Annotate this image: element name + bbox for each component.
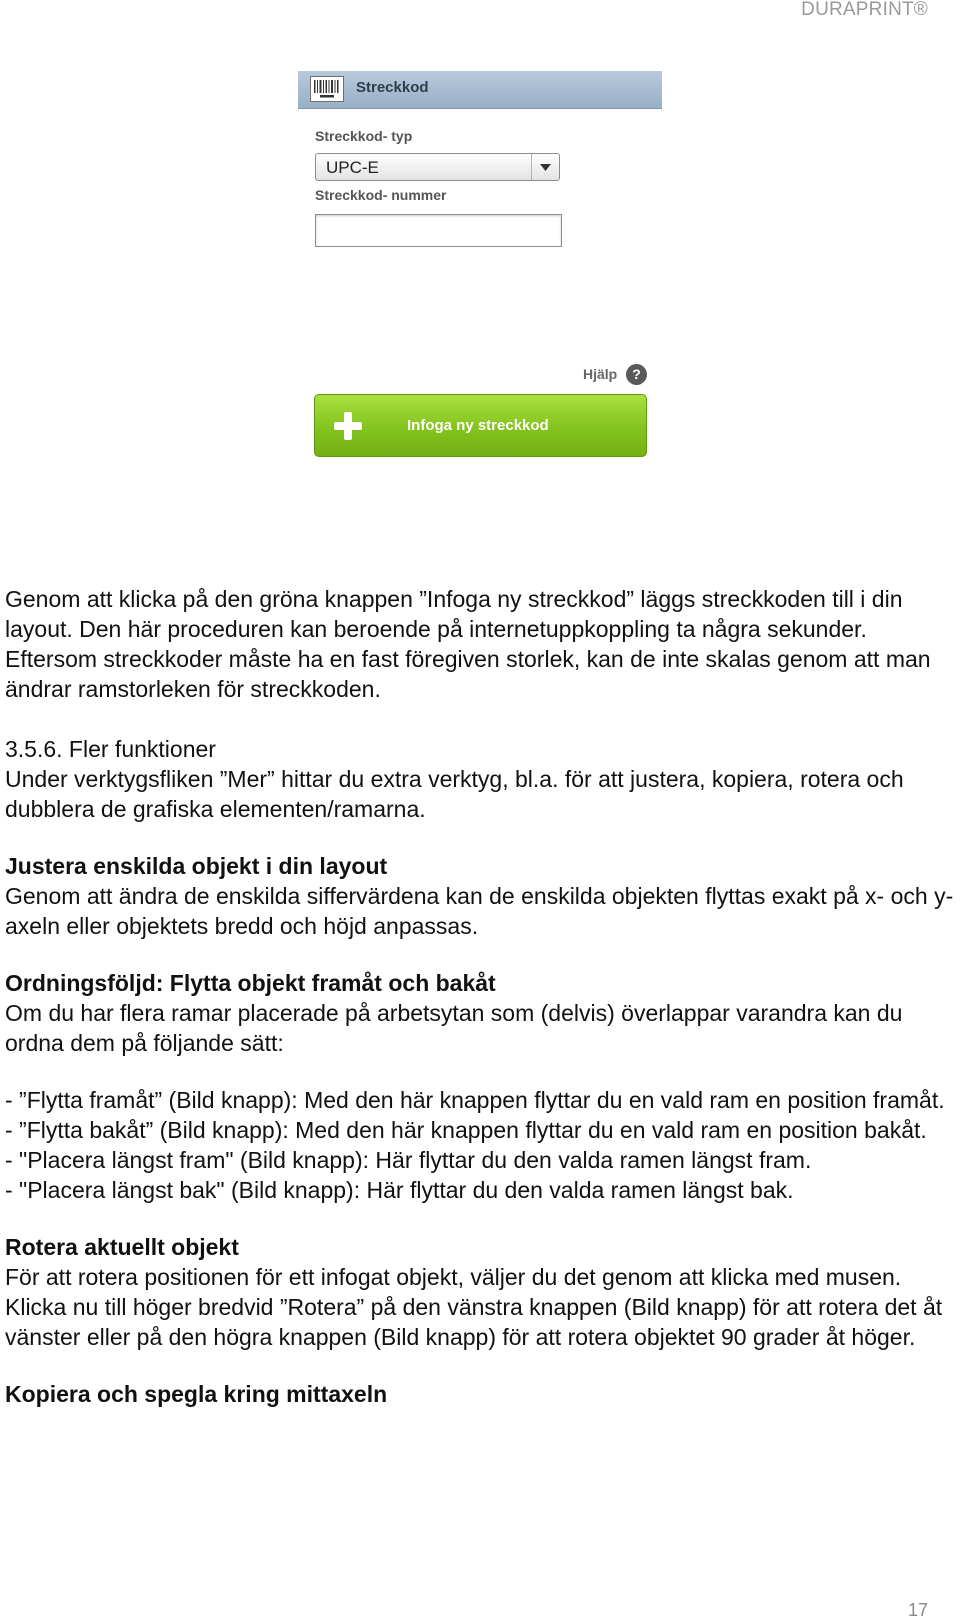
barcode-number-label: Streckkod- nummer [315, 187, 447, 203]
barcode-number-input[interactable] [315, 214, 562, 247]
help-icon[interactable]: ? [626, 364, 647, 385]
copy-heading: Kopiera och spegla kring mittaxeln [5, 1381, 388, 1407]
intro-paragraph-2: Eftersom streckkoder måste ha en fast föregiven storlek, kan de inte skalas genom att man ändrar ramstorleken för streckkoden. [5, 646, 931, 702]
barcode-panel-header[interactable] [298, 71, 662, 109]
section-title: 3.5.6. Fler funktioner [5, 736, 216, 762]
intro-paragraph-1: Genom att klicka på den gröna knappen ”Infoga ny streckkod” läggs streckkoden till i din layout. Den här proceduren kan beroende på internetuppkoppling ta några sekunder. [5, 586, 903, 642]
panel-title: Streckkod [356, 79, 429, 96]
list-item: - "Placera längst bak" (Bild knapp): Här flyttar du den valda ramen längst bak. [5, 1177, 794, 1203]
barcode-icon [310, 76, 344, 102]
brand-name: DURAPRINT® [801, 0, 928, 20]
order-text: Om du har flera ramar placerade på arbetsytan som (delvis) överlappar varandra kan du ordna dem på följande sätt: [5, 1000, 903, 1056]
order-heading: Ordningsföljd: Flytta objekt framåt och bakåt [5, 970, 496, 996]
barcode-type-select[interactable] [315, 153, 560, 181]
barcode-type-label: Streckkod- typ [315, 128, 413, 144]
page-number: 17 [907, 1600, 928, 1620]
barcode-type-value: UPC-E [326, 158, 379, 177]
help-link[interactable]: Hjälp [583, 366, 618, 382]
adjust-text: Genom att ändra de enskilda siffervärdena kan de enskilda objekten flyttas exakt på x- och y-axeln eller objektets bredd och höjd anpassas. [5, 883, 954, 939]
plus-icon [333, 411, 363, 441]
document-body [5, 584, 957, 1409]
list-item: - ”Flytta framåt” (Bild knapp): Med den här knappen flyttar du en vald ram en position framåt. [5, 1087, 945, 1113]
chevron-down-icon [531, 154, 559, 180]
rotate-heading: Rotera aktuellt objekt [5, 1234, 239, 1260]
insert-barcode-button[interactable] [314, 394, 647, 457]
insert-barcode-button-label: Infoga ny streckkod [407, 417, 549, 434]
list-item: - ”Flytta bakåt” (Bild knapp): Med den här knappen flyttar du en vald ram en position bakåt. [5, 1117, 927, 1143]
section-text: Under verktygsfliken ”Mer” hittar du extra verktyg, bl.a. för att justera, kopiera, rotera och dubblera de grafiska elementen/ramarna. [5, 766, 904, 822]
adjust-heading: Justera enskilda objekt i din layout [5, 853, 388, 879]
list-item: - "Placera längst fram" (Bild knapp): Här flyttar du den valda ramen längst fram. [5, 1147, 812, 1173]
rotate-text: För att rotera positionen för ett infogat objekt, väljer du det genom att klicka med musen. Klicka nu till höger bredvid ”Rotera” på den vänstra knappen (Bild knapp) för att rotera det åt vänster eller på den högra knappen (Bild knapp) för att rotera objektet 90 grader åt höger. [5, 1264, 943, 1350]
